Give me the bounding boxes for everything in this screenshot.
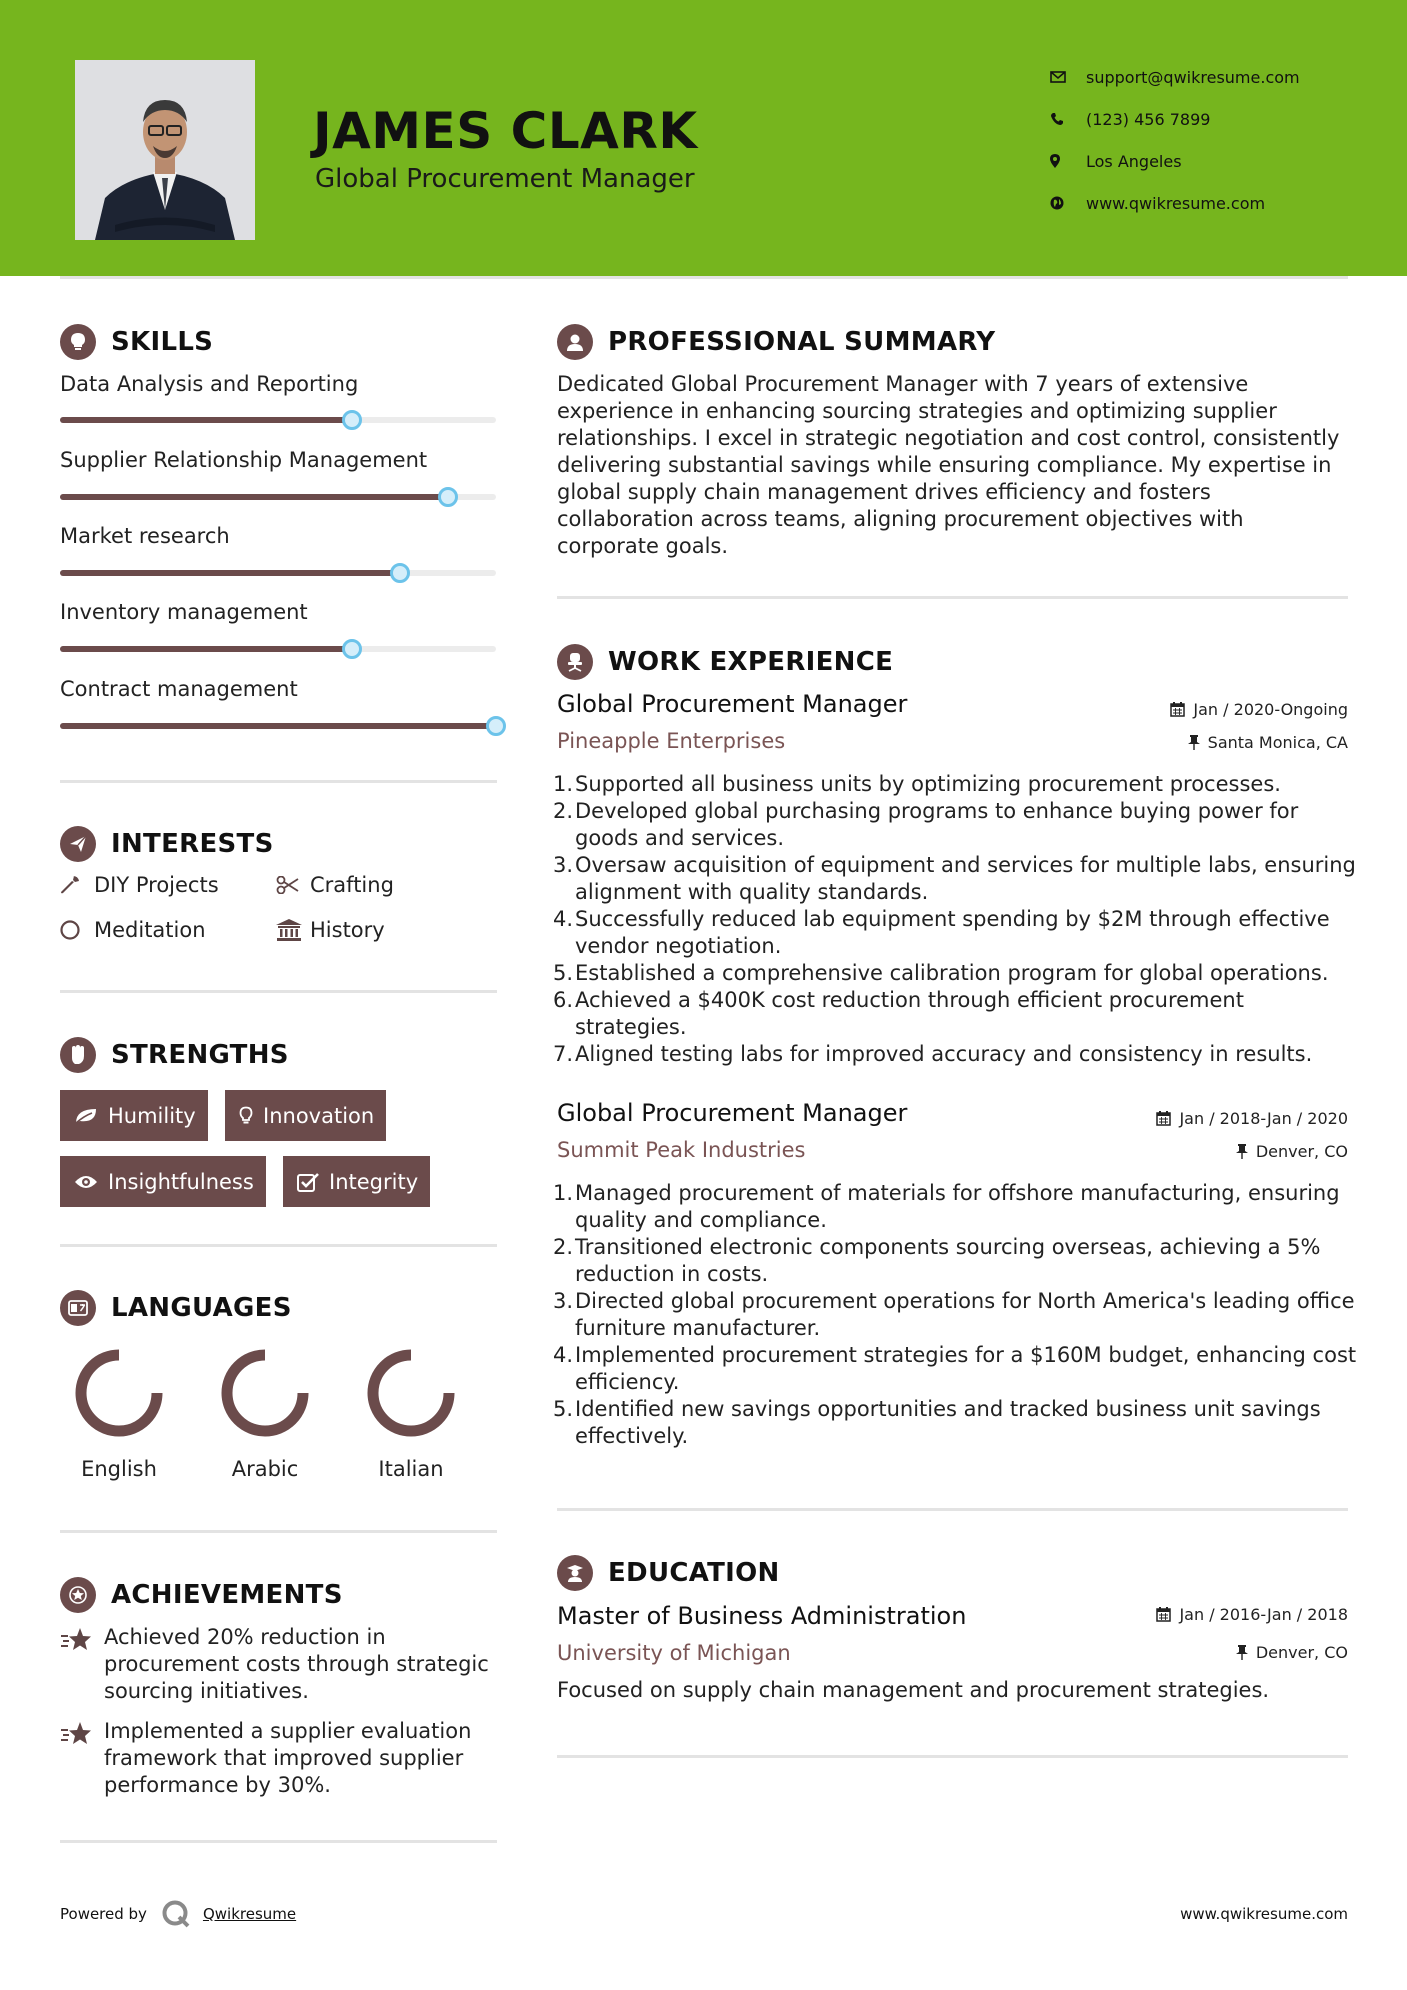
contact-location [1050, 140, 1300, 182]
company-name: Summit Peak Industries [557, 1138, 806, 1162]
eye-icon [74, 1174, 98, 1190]
calendar-icon [1170, 702, 1185, 717]
strength-tag: Integrity [283, 1156, 430, 1207]
language-ring [71, 1345, 167, 1441]
school-name: University of Michigan [557, 1641, 791, 1665]
language-item [210, 1345, 320, 1481]
job-bullets [557, 1180, 1357, 1450]
skill-label: Market research [60, 524, 230, 548]
bank-icon [276, 919, 310, 941]
section-divider [60, 780, 497, 783]
section-divider [557, 1508, 1348, 1511]
star-icon [60, 1624, 104, 1705]
skill-label: Contract management [60, 677, 298, 701]
job-title: Global Procurement Manager [557, 690, 908, 718]
skill-bar [60, 646, 496, 652]
skill-knob [390, 563, 410, 583]
scissors-icon [276, 876, 310, 894]
contact-list [1050, 56, 1300, 224]
section-divider [60, 990, 497, 993]
job-dates: Jan / 2018-Jan / 2020 [1156, 1109, 1348, 1128]
profile-photo [75, 60, 255, 240]
summary-heading: PROFESSIONAL SUMMARY [557, 324, 995, 360]
circle-icon [60, 920, 94, 940]
paper-plane-icon [60, 826, 96, 862]
bullet-item: Aligned testing labs for improved accuracy and consistency in results. [575, 1042, 1313, 1066]
skill-knob [438, 487, 458, 507]
bullet-item: Directed global procurement operations for North America's leading office furniture manufacturer. [575, 1289, 1355, 1340]
education-dates: Jan / 2016-Jan / 2018 [1156, 1605, 1348, 1624]
company-name: Pineapple Enterprises [557, 729, 786, 753]
leaf-icon [74, 1107, 98, 1125]
skill-knob [486, 716, 506, 736]
contact-phone[interactable] [1050, 98, 1300, 140]
globe-icon [1050, 196, 1086, 210]
interest-item: DIY Projects [60, 873, 219, 897]
language-ring [217, 1345, 313, 1441]
interests-heading: INTERESTS [60, 826, 274, 862]
section-divider [557, 596, 1348, 599]
skill-label: Data Analysis and Reporting [60, 372, 359, 396]
phone-text: (123) 456 7899 [1086, 109, 1211, 129]
map-pin-icon [1050, 154, 1086, 168]
email-text: support@qwikresume.com [1086, 67, 1300, 87]
star-icon [60, 1718, 104, 1799]
envelope-icon [1050, 71, 1086, 83]
strength-tag: Humility [60, 1090, 208, 1141]
contact-website[interactable] [1050, 182, 1300, 224]
header-divider [60, 276, 1348, 279]
skill-bar [60, 494, 496, 500]
language-item [64, 1345, 174, 1481]
strength-tag: Innovation [225, 1090, 386, 1141]
job-bullets [557, 771, 1357, 1068]
job-title: Global Procurement Manager [557, 1099, 908, 1127]
bullet-item: Established a comprehensive calibration program for global operations. [575, 961, 1329, 985]
pushpin-icon [1236, 1645, 1248, 1660]
bullet-item: Achieved a $400K cost reduction through efficient procurement strategies. [575, 988, 1244, 1039]
star-badge-icon [60, 1577, 96, 1613]
skill-label: Inventory management [60, 600, 308, 624]
bullet-item: Identified new savings opportunities and tracked business unit savings effectively. [575, 1397, 1321, 1448]
bullet-item: Transitioned electronic components sourcing overseas, achieving a 5% reduction in costs. [575, 1235, 1321, 1286]
skills-heading: SKILLS [60, 324, 213, 360]
skill-knob [342, 639, 362, 659]
candidate-title: Global Procurement Manager [315, 164, 695, 194]
footer-website[interactable]: www.qwikresume.com [1180, 1905, 1348, 1923]
powered-by-label: Powered by [60, 1905, 147, 1923]
contact-email[interactable] [1050, 56, 1300, 98]
language-label: Italian [378, 1457, 444, 1481]
lightbulb-icon [60, 324, 96, 360]
skill-bar [60, 417, 496, 423]
language-item [356, 1345, 466, 1481]
strength-tag: Insightfulness [60, 1156, 266, 1207]
education-location: Denver, CO [1236, 1643, 1348, 1662]
footer-powered-by [60, 1899, 296, 1929]
calendar-icon [1156, 1607, 1171, 1622]
language-label: Arabic [231, 1457, 299, 1481]
interest-item: History [276, 918, 385, 942]
bullet-item: Successfully reduced lab equipment spending by $2M through effective vendor negotiation. [575, 907, 1330, 958]
section-divider [60, 1244, 497, 1247]
skill-label: Supplier Relationship Management [60, 448, 428, 472]
user-icon [557, 324, 593, 360]
bullet-item: Oversaw acquisition of equipment and services for multiple labs, ensuring alignment with quality standards. [575, 853, 1356, 904]
calendar-icon [1156, 1111, 1171, 1126]
office-chair-icon [557, 644, 593, 680]
language-icon [60, 1290, 96, 1326]
bullet-item: Developed global purchasing programs to enhance buying power for goods and services. [575, 799, 1299, 850]
job-dates: Jan / 2020-Ongoing [1170, 700, 1348, 719]
interest-item: Crafting [276, 873, 394, 897]
job-location: Santa Monica, CA [1188, 733, 1348, 752]
achievements-heading: ACHIEVEMENTS [60, 1577, 343, 1613]
skill-bar [60, 570, 496, 576]
education-heading: EDUCATION [557, 1555, 780, 1591]
achievement-item: Implemented a supplier evaluation framework that improved supplier performance by 30%. [60, 1718, 500, 1799]
section-divider [60, 1840, 497, 1843]
achievement-item: Achieved 20% reduction in procurement costs through strategic sourcing initiatives. [60, 1624, 500, 1705]
bullet-item: Supported all business units by optimizing procurement processes. [575, 772, 1281, 796]
lightbulb-icon [239, 1106, 253, 1126]
language-ring [363, 1345, 459, 1441]
graduate-icon [557, 1555, 593, 1591]
pushpin-icon [1236, 1144, 1248, 1159]
header-banner [0, 0, 1407, 276]
candidate-name: JAMES CLARK [313, 102, 698, 160]
interest-item: Meditation [60, 918, 206, 942]
bullet-item: Managed procurement of materials for offshore manufacturing, ensuring quality and compliance. [575, 1181, 1340, 1232]
language-label: English [81, 1457, 157, 1481]
qwikresume-logo-icon [161, 1899, 191, 1929]
skill-knob [342, 410, 362, 430]
pushpin-icon [1188, 735, 1200, 750]
qwikresume-link[interactable]: Qwikresume [202, 1905, 297, 1923]
degree-title: Master of Business Administration [557, 1602, 967, 1630]
check-square-icon [297, 1172, 319, 1192]
strengths-heading: STRENGTHS [60, 1037, 289, 1073]
summary-text: Dedicated Global Procurement Manager with 7 years of extensive experience in enhancing sourcing strategies and optimizing supplier relationships. I excel in strategic negotiation and cost control, consistently delivering substantial savings while ensuring compliance. My expertise in global supply chain management drives efficiency and fosters collaboration across teams, aligning procurement objectives with corporate goals. [557, 372, 1340, 558]
location-text: Los Angeles [1086, 151, 1182, 171]
wrench-icon [60, 875, 94, 895]
experience-heading: WORK EXPERIENCE [557, 644, 893, 680]
skill-bar [60, 723, 496, 729]
phone-icon [1050, 112, 1086, 126]
education-description: Focused on supply chain management and procurement strategies. [557, 1678, 1270, 1702]
section-divider [60, 1530, 497, 1533]
job-location: Denver, CO [1236, 1142, 1348, 1161]
fist-icon [60, 1037, 96, 1073]
section-divider [557, 1755, 1348, 1758]
website-text: www.qwikresume.com [1086, 193, 1266, 213]
bullet-item: Implemented procurement strategies for a $160M budget, enhancing cost efficiency. [575, 1343, 1357, 1394]
languages-heading: LANGUAGES [60, 1290, 292, 1326]
